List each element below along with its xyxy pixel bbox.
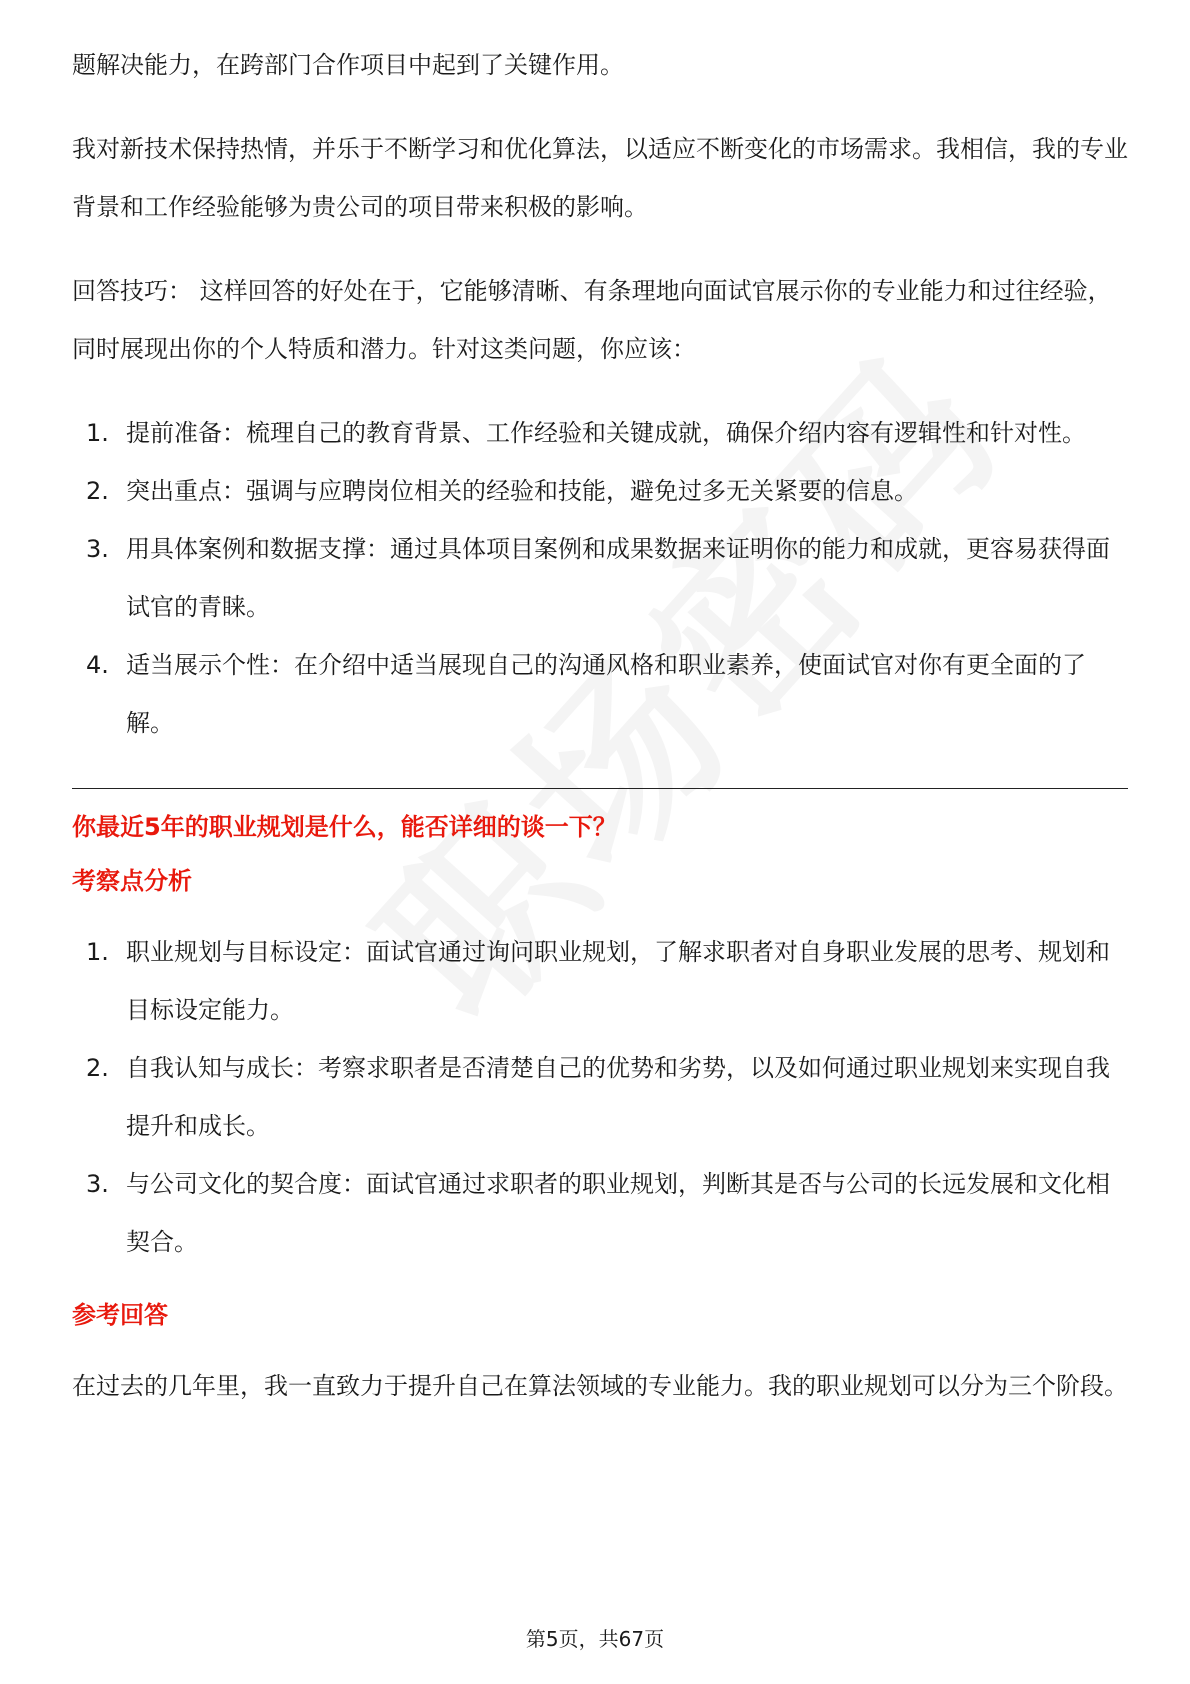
page-number: 第5页，共67页 [525, 1627, 665, 1651]
list-item-number: 4. [86, 651, 109, 679]
section-divider [72, 788, 1128, 789]
list-item-text: 适当展示个性：在介绍中适当展现自己的沟通风格和职业素养，使面试官对你有更全面的了解。 [126, 651, 1086, 737]
list-item [72, 1155, 1128, 1271]
list-item [72, 520, 1128, 636]
list-item-text: 职业规划与目标设定：面试官通过询问职业规划，了解求职者对自身职业发展的思考、规划和目标设定能力。 [126, 938, 1110, 1024]
intro-paragraph-2: 我对新技术保持热情，并乐于不断学习和优化算法，以适应不断变化的市场需求。我相信，我的专业背景和工作经验能够为贵公司的项目带来积极的影响。 [72, 135, 1128, 221]
list-item [72, 923, 1128, 1039]
list-item-number: 3. [86, 1170, 109, 1198]
list-item-text: 自我认知与成长：考察求职者是否清楚自己的优势和劣势，以及如何通过职业规划来实现自我提升和成长。 [126, 1054, 1110, 1140]
answer-tips-paragraph: 回答技巧： 这样回答的好处在于，它能够清晰、有条理地向面试官展示你的专业能力和过往经验，同时展现出你的个人特质和潜力。针对这类问题，你应该： [72, 277, 1112, 363]
list-item-number: 2. [86, 477, 109, 505]
intro-paragraph-1: 题解决能力，在跨部门合作项目中起到了关键作用。 [72, 51, 624, 79]
answer-heading: 参考回答 [72, 1301, 168, 1329]
analysis-heading: 考察点分析 [72, 867, 192, 895]
list-item [72, 404, 1128, 462]
list-item [72, 1039, 1128, 1155]
list-item-number: 1. [86, 419, 109, 447]
list-item-text: 提前准备：梳理自己的教育背景、工作经验和关键成就，确保介绍内容有逻辑性和针对性。 [126, 419, 1086, 447]
list-item-number: 3. [86, 535, 109, 563]
list-item-text: 突出重点：强调与应聘岗位相关的经验和技能，避免过多无关紧要的信息。 [126, 477, 918, 505]
document-page [72, 0, 1128, 1684]
list-item-text: 用具体案例和数据支撑：通过具体项目案例和成果数据来证明你的能力和成就，更容易获得面试官的青睐。 [126, 535, 1110, 621]
list-item-number: 1. [86, 938, 109, 966]
analysis-list [72, 923, 1128, 1271]
list-item [72, 462, 1128, 520]
question-title: 你最近5年的职业规划是什么，能否详细的谈一下？ [72, 813, 617, 841]
answer-paragraph: 在过去的几年里，我一直致力于提升自己在算法领域的专业能力。我的职业规划可以分为三个阶段。 [72, 1372, 1128, 1400]
tips-list [72, 404, 1128, 752]
list-item [72, 636, 1128, 752]
list-item-number: 2. [86, 1054, 109, 1082]
list-item-text: 与公司文化的契合度：面试官通过求职者的职业规划，判断其是否与公司的长远发展和文化相契合。 [126, 1170, 1110, 1256]
